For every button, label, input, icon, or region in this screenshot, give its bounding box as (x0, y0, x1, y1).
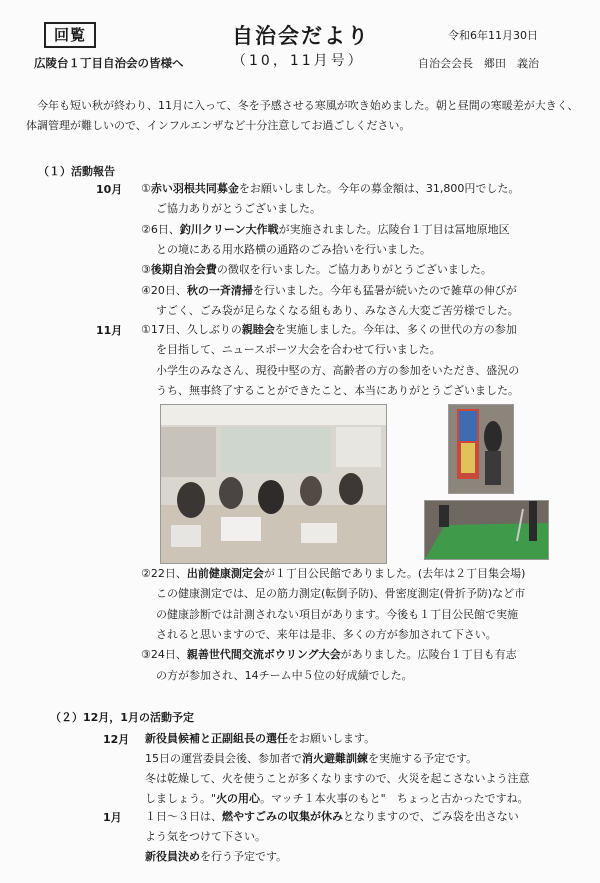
intro-paragraph: 今年も短い秋が終わり、11月に入って、冬を予感させる寒風が吹き始めました。朝と昼間の寒暖差が大きく、体調管理が難しいので、インフルエンザなど十分注意してお過ごしください。 (26, 99, 579, 132)
author: 自治会会長 郷田 義治 (418, 57, 539, 70)
highlight-text: 新役員候補と正副組長の選任 (145, 732, 288, 745)
highlight-text: 火の用心 (216, 792, 261, 805)
line-text: を目指して、ニュースポーツ大会を合わせて行いました。 (156, 343, 441, 357)
section-activity-report-heading: （１）活動報告 (38, 165, 115, 178)
addressee: 広陵台１丁目自治会の皆様へ (34, 56, 184, 70)
text-line (156, 241, 431, 257)
line-text: 15日の運営委員会後、参加者で (145, 752, 302, 765)
line-text: すごく、ごみ袋が足らなくなる組もあり、みなさん大変ご苦労様でした。 (156, 303, 519, 317)
line-text: の健康診断では計測されない項目があります。今後も１丁目公民館で実施 (156, 607, 519, 621)
line-text: ③ (141, 263, 151, 277)
highlight-text: 後期自治会費 (150, 263, 217, 277)
highlight-text: 秋の一斉清掃 (186, 283, 253, 297)
line-text: を実施する予定です。 (368, 752, 478, 765)
text-line (156, 341, 441, 357)
issue-number: （10，11月号） (232, 53, 365, 69)
line-text: をお願いします。 (288, 732, 376, 745)
line-text: ②6日、 (141, 222, 180, 236)
line-text: ④20日、 (141, 283, 187, 297)
line-text: を実施しました。今年は、多くの世代の方の参加 (274, 323, 517, 336)
line-text: 小学生のみなさん、現役中堅の方、高齢者の方の参加をいただき、盛況の (156, 363, 520, 377)
text-line (141, 261, 492, 277)
line-text: 。マッチ１本火事のもと" ちょっと古かったですね。 (260, 792, 529, 805)
text-line (141, 646, 517, 662)
line-text: の徴収を行いました。ご協力ありがとうございました。 (216, 263, 492, 277)
line-text: ①17日、久しぶりの (141, 323, 242, 336)
line-text: ① (141, 182, 151, 195)
social-gathering-photo (160, 404, 387, 564)
highlight-text: 親善世代間交流ボウリング大会 (186, 648, 341, 662)
line-text: を行う予定です。 (200, 850, 288, 863)
highlight-text: 新役員決め (145, 850, 200, 863)
highlight-text: 燃やすごみの収集が休み (222, 810, 343, 823)
line-text: ご協力ありがとうございました。 (156, 202, 321, 216)
text-line (141, 221, 510, 237)
section-schedule-heading: （２）12月，1月の活動予定 (50, 711, 194, 724)
text-line (156, 302, 519, 318)
text-line (145, 750, 477, 766)
text-line (145, 848, 287, 864)
highlight-text: 親睦会 (241, 323, 275, 336)
line-text: が実施されました。広陵台１丁目は冨地原地区 (278, 222, 510, 236)
line-text: 冬は乾燥して、火を使うことが多くなりますので、火災を起こさないよう注意 (145, 772, 530, 785)
line-text: ③24日、 (141, 648, 187, 662)
highlight-text: 赤い羽根共同募金 (150, 182, 239, 195)
text-line (156, 362, 519, 378)
line-text: がありました。広陵台１丁目も有志 (340, 648, 517, 662)
month-label-october: 10月 (96, 183, 123, 196)
text-line (145, 770, 530, 786)
highlight-text: 出前健康測定会 (186, 567, 264, 580)
text-line (145, 730, 375, 746)
text-line (145, 808, 519, 824)
line-text: しましょう。" (145, 792, 217, 805)
text-line (141, 565, 525, 581)
line-text: されると思いますので、来年は是非、多くの方が参加されて下さい。 (156, 627, 497, 641)
highlight-text: 釣川クリーン大作戦 (179, 222, 279, 236)
sports-game-photo (448, 404, 514, 494)
line-text: の方が参加され、14チーム中５位の好成績でした。 (156, 668, 413, 682)
highlight-text: 消火避難訓練 (302, 752, 368, 765)
text-line (156, 626, 497, 642)
text-line (145, 790, 529, 806)
line-text: ②22日、 (141, 567, 187, 580)
line-text: との境にある用水路横の通路のごみ拾いを行いました。 (156, 242, 431, 256)
text-line (156, 667, 413, 683)
month-label-december: 12月 (103, 733, 130, 746)
line-text: を行いました。今年も猛暑が続いたので雑草の伸びが (252, 283, 517, 297)
month-label-january: 1月 (103, 811, 122, 824)
text-line (145, 828, 266, 844)
text-line (141, 321, 517, 337)
line-text: をお願いしました。今年の募金額は、31,800円でした。 (238, 182, 520, 195)
line-text: が１丁目公民館でありました。(去年は２丁目集会場) (263, 567, 526, 580)
text-line (156, 585, 525, 601)
kairan-badge: 回覧 (44, 22, 96, 48)
month-label-november: 11月 (96, 324, 123, 337)
line-text: うち、無事終了することができたこと、本当にありがとうございました。 (156, 383, 519, 397)
text-line (141, 282, 517, 298)
line-text: よう気をつけて下さい。 (145, 830, 266, 843)
line-text: １日～３日は、 (145, 810, 222, 823)
text-line (156, 382, 519, 398)
text-line (156, 200, 321, 216)
line-text: この健康測定では、足の筋力測定(転倒予防)、骨密度測定(骨折予防)など市 (156, 587, 526, 601)
text-line (156, 606, 518, 622)
line-text: となりますので、ごみ袋を出さない (343, 810, 519, 823)
text-line (141, 180, 519, 196)
mini-golf-photo (424, 500, 549, 560)
issue-date: 令和6年11月30日 (448, 29, 538, 42)
newsletter-title: 自治会だより (232, 24, 370, 48)
